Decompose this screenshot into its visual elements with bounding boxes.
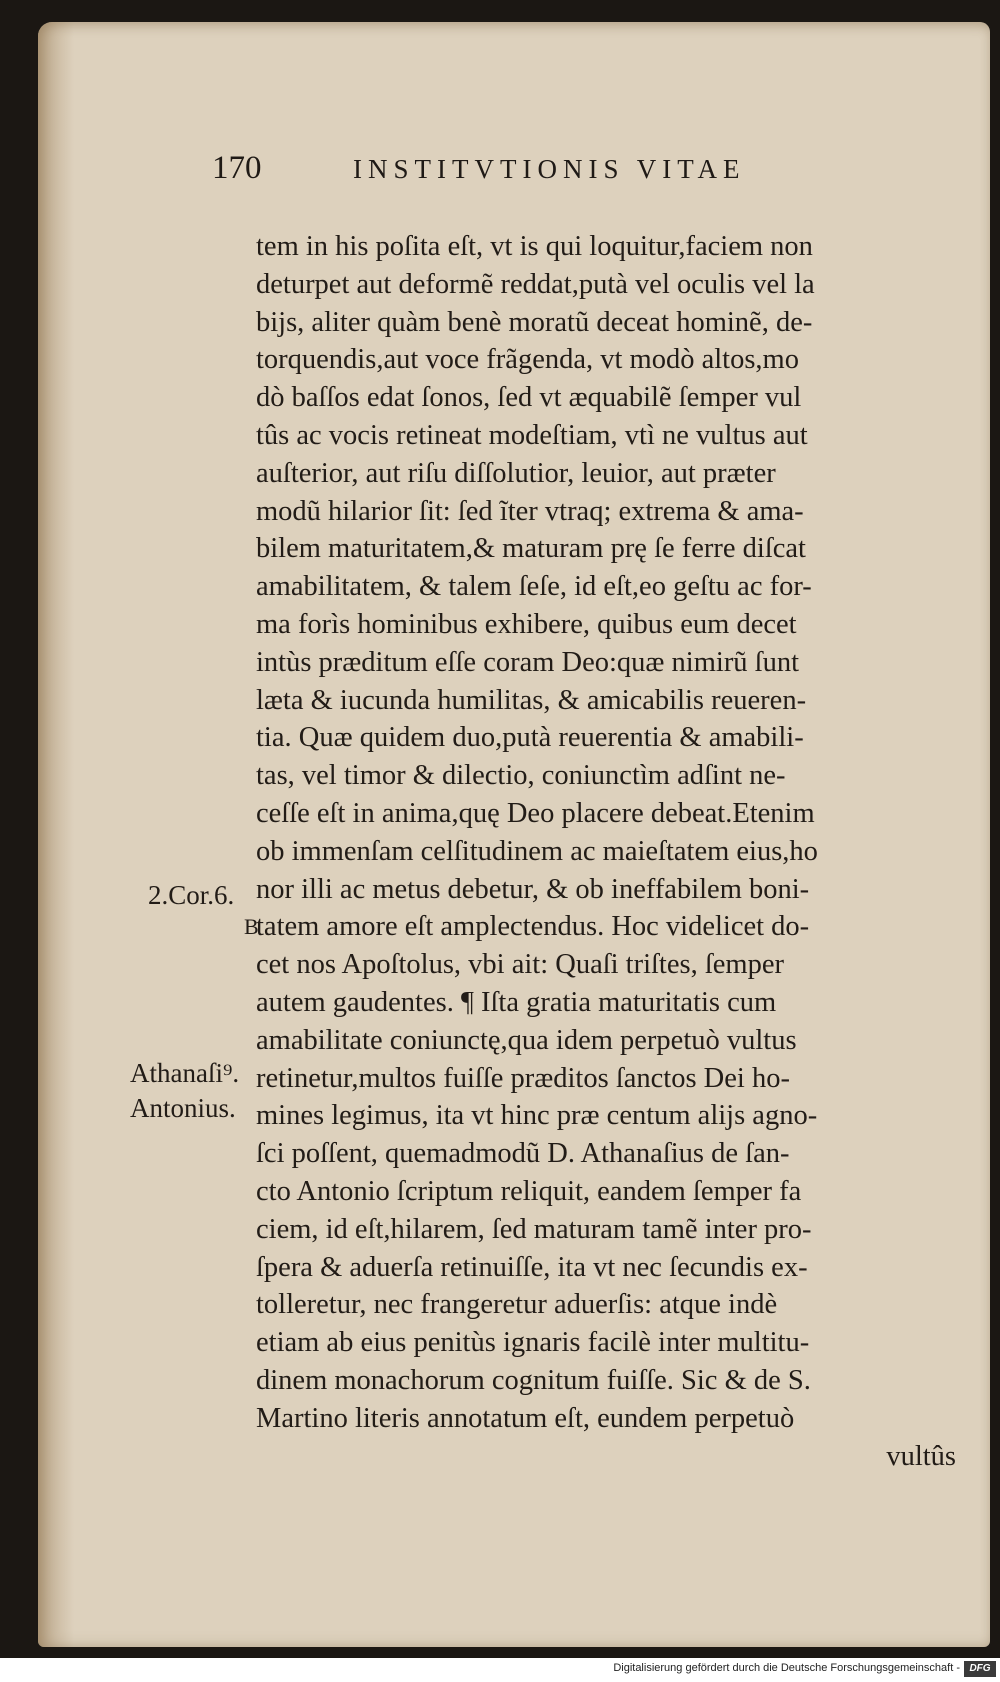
- text-line: ob immenſam celſitudinem ac maieſtatem eius,ho: [256, 835, 818, 867]
- text-line: dinem monachorum cognitum fuiſſe. Sic & de S.: [256, 1364, 811, 1396]
- text-line: Martino literis annotatum eſt, eundem perpetuò: [256, 1402, 795, 1434]
- dfg-logo: DFG: [964, 1661, 996, 1677]
- footer-bar: [0, 1658, 1000, 1682]
- text-line: bilem maturitatem,& maturam prę ſe ferre diſcat: [256, 533, 806, 565]
- text-line: nor illi ac metus debetur, & ob ineffabilem boni-: [256, 873, 810, 905]
- text-line: ciem, id eſt,hilarem, ſed maturam tamẽ inter pro-: [256, 1213, 812, 1245]
- body-text: [256, 228, 956, 1475]
- margin-note-section-letter: B: [244, 914, 259, 939]
- text-line: mines legimus, ita vt hinc præ centum alijs agno-: [256, 1100, 818, 1132]
- margin-note-corinthians: 2.Cor.6.: [148, 880, 235, 910]
- margin-note-athanasius: Athanaſi⁹.: [130, 1058, 240, 1088]
- text-line: cto Antonio ſcriptum reliquit, eandem ſemper fa: [256, 1175, 802, 1207]
- funding-credit: Digitalisierung gefördert durch die Deutsche Forschungsgemeinschaft -: [613, 1662, 960, 1674]
- text-line: tem in his poſita eſt, vt is qui loquitur,faciem non: [256, 231, 813, 262]
- page-number: 170: [212, 150, 262, 186]
- running-title: INSTITVTIONIS VITAE: [353, 154, 746, 184]
- text-line: dò baſſos edat ſonos, ſed vt æquabilẽ ſemper vul: [256, 382, 802, 414]
- text-line: autem gaudentes. ¶ Iſta gratia maturitatis cum: [256, 986, 777, 1018]
- text-line: intùs præditum eſſe coram Deo:quæ nimirũ ſunt: [256, 646, 800, 678]
- text-line: retinetur,multos fuiſſe præditos ſanctos Dei ho-: [256, 1062, 790, 1094]
- text-line: læta & iucunda humilitas, & amicabilis reueren-: [256, 684, 807, 716]
- text-line: amabilitate coniunctę,qua idem perpetuò vultus: [256, 1024, 797, 1056]
- text-line: tia. Quæ quidem duo,putà reuerentia & amabili-: [256, 722, 804, 754]
- catchword: vultûs: [886, 1440, 956, 1472]
- text-line: ma forìs hominibus exhibere, quibus eum decet: [256, 608, 797, 640]
- text-line: torquendis,aut voce frãgenda, vt modò altos,mo: [256, 344, 799, 376]
- text-line: bijs, aliter quàm benè moratũ deceat hominẽ, de-: [256, 306, 813, 338]
- text-line: amabilitatem, & talem ſeſe, id eſt,eo geſtu ac for-: [256, 571, 812, 603]
- text-line: auſterior, aut riſu diſſolutior, leuior, aut præter: [256, 457, 776, 489]
- text-line: modũ hilarior ſit: ſed ĩter vtraq; extrema & ama-: [256, 495, 804, 527]
- text-line: ceſſe eſt in anima,quę Deo placere debeat.Etenim: [256, 797, 815, 829]
- text-line: tas, vel timor & dilectio, coniunctìm adſint ne-: [256, 760, 786, 792]
- text-line: tatem amore eſt amplectendus. Hoc videlicet do-: [256, 911, 810, 943]
- text-line: etiam ab eius penitùs ignaris facilè inter multitu-: [256, 1327, 810, 1359]
- margin-note-antonius: Antonius.: [130, 1093, 236, 1123]
- page-header: [0, 150, 1000, 200]
- text-line: tûs ac vocis retineat modeſtiam, vtì ne vultus aut: [256, 419, 808, 451]
- text-line: deturpet aut deformẽ reddat,putà vel oculis vel la: [256, 268, 815, 300]
- text-line: cet nos Apoſtolus, vbi ait: Quaſi triſtes, ſemper: [256, 949, 784, 981]
- text-line: tolleretur, nec frangeretur aduerſis: atque indè: [256, 1289, 778, 1321]
- text-line: ſci poſſent, quemadmodũ D. Athanaſius de ſan-: [256, 1138, 790, 1170]
- page-gutter-shadow: [38, 22, 74, 1647]
- text-line: ſpera & aduerſa retinuiſſe, ita vt nec ſecundis ex-: [256, 1251, 808, 1283]
